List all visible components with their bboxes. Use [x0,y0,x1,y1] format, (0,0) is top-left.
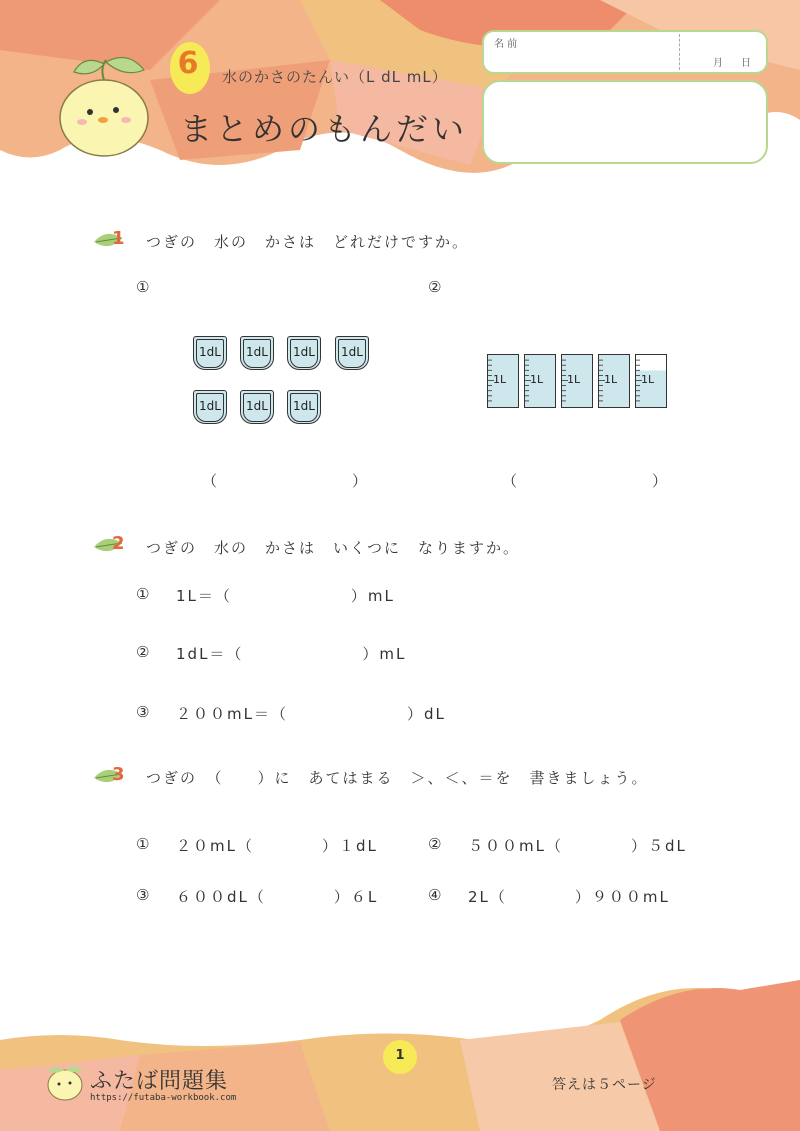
brand-name: ふたば問題集 [90,1069,229,1094]
l-beaker-label: 1L [604,373,618,386]
dl-cup-label: 1dL [246,345,268,359]
l-beaker [487,354,519,408]
question-2-prompt: つぎの 水の かさは いくつに なりますか。 [146,539,521,557]
q3-item-3-text[interactable]: ６００dL（ ）６L [176,888,379,906]
page-number-badge [383,1040,417,1074]
question-1-prompt: つぎの 水の かさは どれだけですか。 [146,233,470,251]
dl-cup [287,390,321,424]
l-beaker [598,354,630,408]
name-divider [679,34,680,70]
name-field[interactable] [482,30,768,74]
q2-item-1-label: ① [136,585,152,603]
q3-item-1-label: ① [136,835,152,853]
q2-item-3-text[interactable]: ２００mL＝（ ）dL [176,705,446,723]
unit-number-badge [168,38,214,96]
dl-cup [193,390,227,424]
dl-cup-label: 1dL [199,399,221,413]
q2-item-2-label: ② [136,643,152,661]
answer-note: 答えは５ページ [552,1077,657,1093]
l-beaker-label: 1L [530,373,544,386]
page-title: まとめのもんだい [180,110,469,148]
score-box[interactable] [482,80,768,164]
q1-item-2-label: ② [428,278,444,296]
page-number: 1 [395,1048,405,1063]
unit-number: 6 [177,46,199,81]
unit-subtitle: 水のかさのたんい（L dL mL） [222,68,448,86]
q1-answer-1-blank[interactable]: （ ） [202,472,368,490]
question-1-number: 1 [112,228,125,249]
question-2-number: 2 [112,533,125,554]
dl-cup-label: 1dL [293,345,315,359]
brand-url[interactable]: https://futaba-workbook.com [90,1093,237,1103]
mascot-icon [48,50,160,160]
q3-item-4-text[interactable]: 2L（ ）９００mL [468,888,670,906]
question-3-number: 3 [112,764,125,785]
l-beaker [635,354,667,408]
q3-item-4-label: ④ [428,886,444,904]
dl-cup [287,336,321,370]
dl-cup [335,336,369,370]
q3-item-2-text[interactable]: ５００mL（ ）５dL [468,837,687,855]
q3-item-2-label: ② [428,835,444,853]
q1-item-1-label: ① [136,278,152,296]
dl-cup [240,390,274,424]
q2-item-2-text[interactable]: 1dL＝（ ）mL [176,645,407,663]
q2-item-3-label: ③ [136,703,152,721]
l-beaker [561,354,593,408]
question-3-prompt: つぎの （ ）に あてはまる ＞、＜、＝を 書きましょう。 [146,769,649,787]
q3-item-3-label: ③ [136,886,152,904]
l-beaker-label: 1L [493,373,507,386]
q2-item-1-text[interactable]: 1L＝（ ）mL [176,587,395,605]
dl-cup-label: 1dL [246,399,268,413]
q3-item-1-text[interactable]: ２０mL（ ）１dL [176,837,378,855]
dl-cup-label: 1dL [199,345,221,359]
l-beaker [524,354,556,408]
dl-cup [240,336,274,370]
q1-answer-2-blank[interactable]: （ ） [502,472,668,490]
month-label: 月 [713,58,723,69]
dl-cup [193,336,227,370]
day-label: 日 [741,58,751,69]
name-label: 名 前 [494,39,518,50]
brand-mascot-icon [44,1060,86,1102]
l-beaker-label: 1L [567,373,581,386]
dl-cup-label: 1dL [341,345,363,359]
l-beaker-label: 1L [641,373,655,386]
dl-cup-label: 1dL [293,399,315,413]
